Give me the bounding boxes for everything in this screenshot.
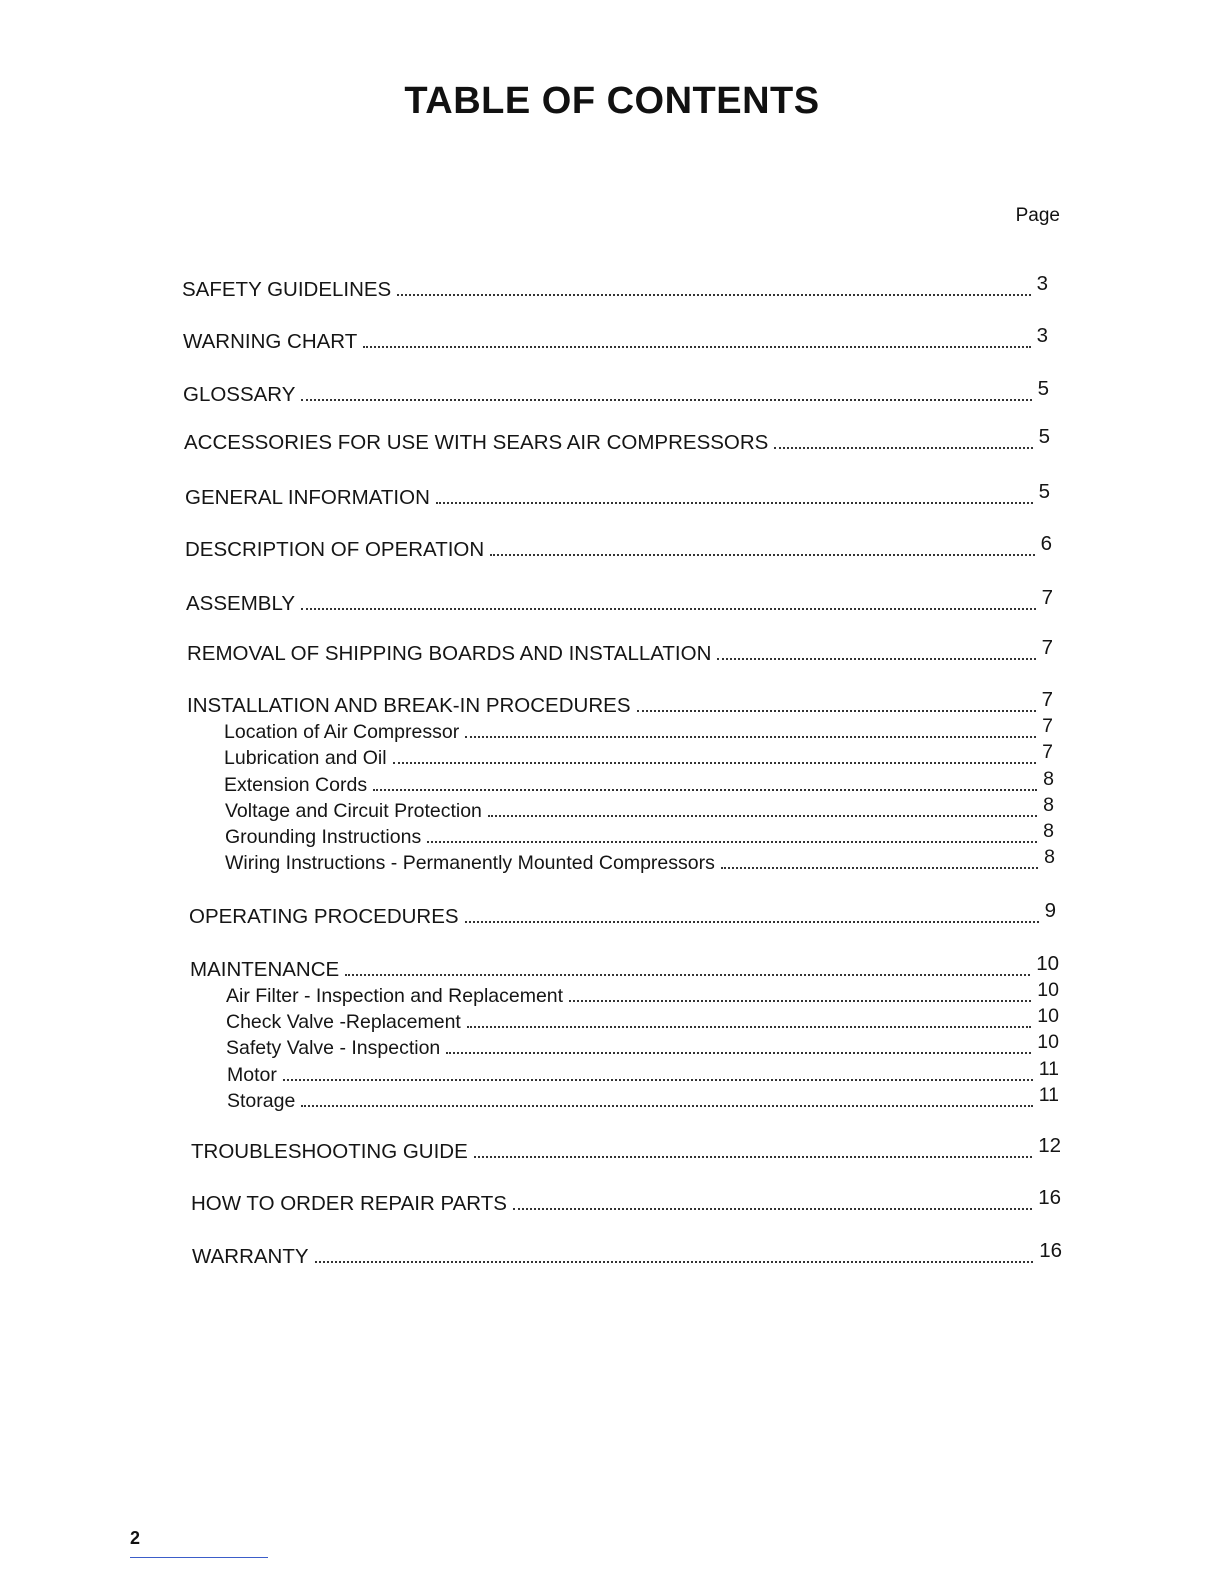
toc-page-number: 8: [1043, 794, 1054, 816]
toc-label: SAFETY GUIDELINES: [182, 278, 392, 301]
toc-subentry-safety-valve[interactable]: [226, 1031, 1059, 1060]
toc-page-number: 6: [1040, 532, 1052, 555]
toc-label: Grounding Instructions: [225, 826, 422, 848]
toc-page-number: 8: [1043, 820, 1054, 842]
toc-leader-dots: [301, 1105, 1032, 1107]
toc-subentry-wiring-instructions[interactable]: [225, 846, 1055, 875]
toc-subentry-voltage-and-circuit-protection[interactable]: [225, 794, 1054, 823]
toc-entry-description-of-operation[interactable]: [185, 532, 1052, 562]
toc-label: DESCRIPTION OF OPERATION: [185, 538, 485, 561]
toc-leader-dots: [363, 346, 1030, 348]
toc-page-number: 7: [1041, 636, 1053, 659]
toc-entry-operating-procedures[interactable]: [189, 899, 1056, 929]
toc-entry-accessories[interactable]: [184, 425, 1050, 455]
toc-page-number: 10: [1037, 1005, 1059, 1027]
toc-label: TROUBLESHOOTING GUIDE: [191, 1140, 468, 1163]
toc-page-number: 10: [1037, 979, 1059, 1001]
toc-leader-dots: [774, 447, 1032, 449]
toc-label: Extension Cords: [224, 774, 368, 796]
toc-page-number: 5: [1038, 480, 1050, 503]
toc-page-number: 11: [1038, 1084, 1059, 1106]
toc-label: Wiring Instructions - Permanently Mounted Compressors: [225, 852, 715, 874]
toc-leader-dots: [301, 399, 1031, 401]
toc-page-number: 3: [1036, 272, 1048, 295]
toc-entry-assembly[interactable]: [186, 586, 1053, 616]
toc-subentry-extension-cords[interactable]: [224, 768, 1054, 797]
toc-label: Voltage and Circuit Protection: [225, 800, 482, 822]
toc-leader-dots: [446, 1052, 1031, 1054]
toc-leader-dots: [465, 921, 1039, 923]
toc-subentry-location-of-air-compressor[interactable]: [224, 715, 1053, 744]
toc-leader-dots: [467, 1026, 1031, 1028]
toc-leader-dots: [474, 1156, 1032, 1158]
toc-entry-removal-of-shipping-boards[interactable]: [187, 636, 1053, 666]
footer-page-number: 2: [130, 1528, 141, 1548]
toc-leader-dots: [717, 658, 1035, 660]
toc-label: Lubrication and Oil: [224, 747, 387, 769]
toc-leader-dots: [513, 1208, 1032, 1210]
toc-leader-dots: [490, 554, 1034, 556]
toc-label: HOW TO ORDER REPAIR PARTS: [191, 1192, 507, 1215]
toc-label: Safety Valve - Inspection: [226, 1037, 441, 1059]
toc-page-number: 11: [1038, 1058, 1059, 1080]
toc-subentry-grounding-instructions[interactable]: [225, 820, 1054, 849]
toc-leader-dots: [488, 815, 1037, 817]
toc-leader-dots: [373, 789, 1037, 791]
toc-entry-glossary[interactable]: [183, 377, 1049, 407]
toc-label: GENERAL INFORMATION: [185, 486, 430, 509]
toc-entry-maintenance[interactable]: [190, 952, 1059, 982]
toc-label: Motor: [227, 1064, 277, 1086]
toc-leader-dots: [465, 736, 1036, 738]
toc-page-number: 5: [1038, 425, 1050, 448]
footer-rule: [130, 1557, 268, 1558]
toc-page-number: 10: [1037, 1031, 1059, 1053]
toc-subentry-check-valve[interactable]: [226, 1005, 1059, 1034]
toc-page-number: 7: [1042, 715, 1053, 737]
toc-label: ACCESSORIES FOR USE WITH SEARS AIR COMPRESSORS: [184, 431, 769, 454]
toc-leader-dots: [427, 841, 1037, 843]
toc-label: WARRANTY: [192, 1245, 309, 1268]
toc-leader-dots: [393, 762, 1037, 764]
toc-label: Storage: [227, 1090, 296, 1112]
toc-leader-dots: [301, 608, 1036, 610]
toc-page-number: 16: [1038, 1186, 1061, 1209]
toc-label: Air Filter - Inspection and Replacement: [226, 985, 564, 1007]
toc-page-number: 10: [1036, 952, 1059, 975]
toc-page-number: 7: [1041, 688, 1053, 711]
toc-subentry-motor[interactable]: [227, 1058, 1059, 1087]
toc-label: OPERATING PROCEDURES: [189, 905, 459, 928]
page-column-label: Page: [1015, 205, 1060, 226]
toc-leader-dots: [436, 502, 1033, 504]
toc-subentry-storage[interactable]: [227, 1084, 1059, 1113]
toc-label: WARNING CHART: [183, 330, 358, 353]
toc-page-number: 8: [1044, 846, 1055, 868]
toc-subentry-lubrication-and-oil[interactable]: [224, 741, 1053, 770]
toc-entry-warranty[interactable]: [192, 1239, 1062, 1269]
toc-label: GLOSSARY: [183, 383, 296, 406]
toc-entry-warning-chart[interactable]: [183, 324, 1048, 354]
toc-entry-general-information[interactable]: [185, 480, 1050, 510]
toc-entry-how-to-order-repair-parts[interactable]: [191, 1186, 1061, 1216]
toc-label: MAINTENANCE: [190, 958, 340, 981]
toc-label: Location of Air Compressor: [224, 721, 460, 743]
toc-page-number: 7: [1041, 586, 1053, 609]
page-title: TABLE OF CONTENTS: [404, 80, 820, 122]
toc-entry-installation-break-in[interactable]: [187, 688, 1053, 718]
toc-leader-dots: [345, 974, 1030, 976]
toc-page-number: 16: [1039, 1239, 1062, 1262]
toc-label: ASSEMBLY: [186, 592, 295, 615]
toc-page-number: 12: [1038, 1134, 1061, 1157]
toc-label: INSTALLATION AND BREAK-IN PROCEDURES: [187, 694, 631, 717]
toc-leader-dots: [397, 294, 1030, 296]
toc-leader-dots: [569, 1000, 1031, 1002]
toc-page-number: 9: [1044, 899, 1056, 922]
toc-leader-dots: [283, 1079, 1033, 1081]
toc-leader-dots: [637, 710, 1036, 712]
toc-leader-dots: [721, 867, 1038, 869]
toc-label: REMOVAL OF SHIPPING BOARDS AND INSTALLATION: [187, 642, 712, 665]
toc-subentry-air-filter[interactable]: [226, 979, 1059, 1008]
toc-page-number: 5: [1037, 377, 1049, 400]
toc-page-number: 7: [1042, 741, 1053, 763]
toc-label: Check Valve -Replacement: [226, 1011, 461, 1033]
toc-page-number: 3: [1036, 324, 1048, 347]
toc-entry-safety-guidelines[interactable]: [182, 272, 1048, 302]
toc-entry-troubleshooting-guide[interactable]: [191, 1134, 1061, 1164]
toc-leader-dots: [315, 1261, 1034, 1263]
toc-page-number: 8: [1043, 768, 1054, 790]
